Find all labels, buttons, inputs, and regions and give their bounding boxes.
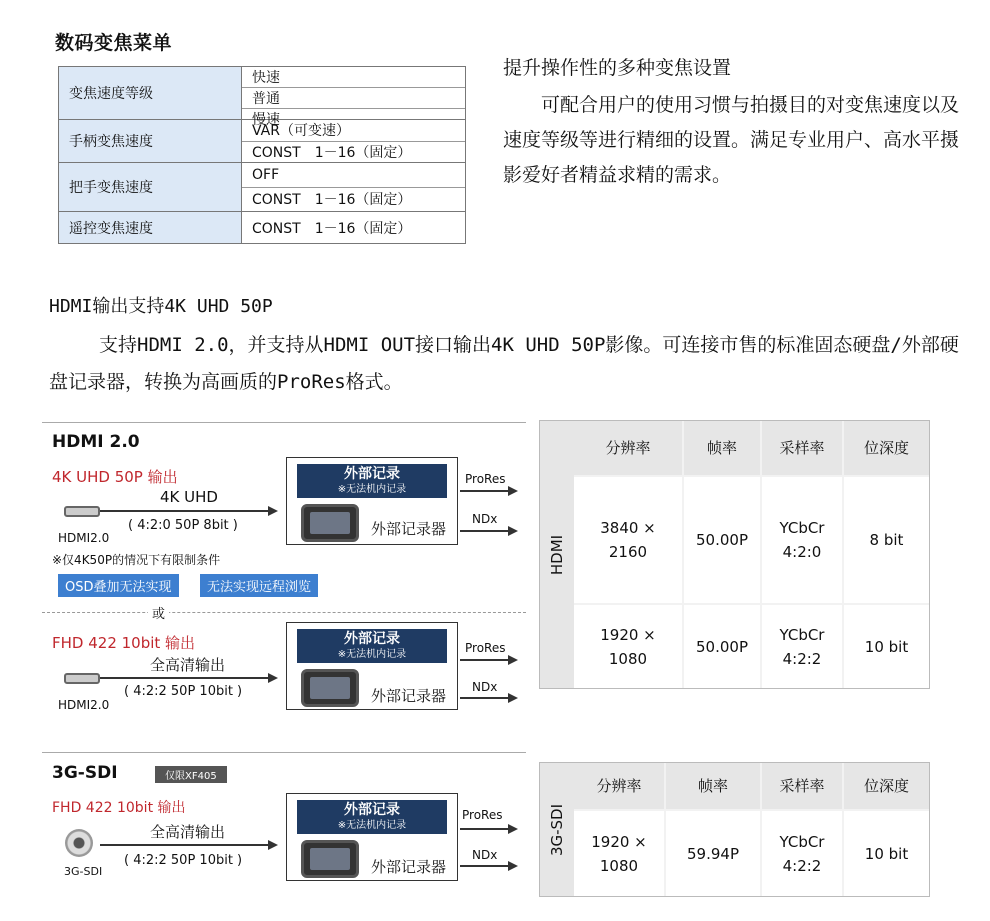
recorder-title: 外部记录 bbox=[344, 802, 400, 818]
side-label-cell bbox=[540, 421, 574, 688]
menu-value: OFF bbox=[242, 163, 465, 188]
arrow-head-icon bbox=[508, 655, 518, 665]
header-cell: 位深度 bbox=[844, 763, 929, 809]
format-label: ( 4:2:2 50P 10bit ) bbox=[124, 853, 243, 868]
header-cell: 采样率 bbox=[762, 763, 842, 809]
port-label: 3G-SDI bbox=[64, 865, 103, 878]
table-row bbox=[59, 120, 465, 163]
port-label: HDMI2.0 bbox=[58, 531, 110, 545]
signal-arrow-line bbox=[100, 844, 270, 846]
or-divider bbox=[42, 612, 526, 613]
menu-key: 把手变焦速度 bbox=[59, 163, 242, 211]
table-cell: 59.94P bbox=[666, 811, 760, 896]
output-label: 4K UHD 50P 输出 bbox=[52, 468, 178, 486]
table-cell: 10 bit bbox=[844, 605, 929, 688]
feature-title: 提升操作性的多种变焦设置 bbox=[503, 57, 732, 79]
recorder-sub: ※无法机内记录 bbox=[337, 649, 407, 660]
output-label: FHD 422 10bit 输出 bbox=[52, 634, 196, 652]
table-cell: 3840 × 2160 bbox=[574, 477, 682, 603]
prores-label: ProRes bbox=[465, 472, 506, 486]
side-label-cell bbox=[540, 763, 574, 896]
recorder-device-icon bbox=[301, 504, 359, 542]
xf405-tag: 仅限XF405 bbox=[155, 766, 227, 783]
recorder-device-icon bbox=[301, 669, 359, 707]
ndx-arrow-line bbox=[460, 865, 510, 867]
menu-value: VAR（可变速） bbox=[242, 120, 465, 142]
osd-badge: OSD叠加无法实现 bbox=[58, 574, 179, 597]
table-cell: YCbCr 4:2:2 bbox=[762, 605, 842, 688]
header-cell: 分辨率 bbox=[574, 421, 682, 475]
recorder-label: 外部记录器 bbox=[371, 687, 447, 705]
menu-title: 数码变焦菜单 bbox=[55, 32, 173, 54]
prores-label: ProRes bbox=[465, 641, 506, 655]
prores-arrow-line bbox=[460, 490, 510, 492]
header-cell: 采样率 bbox=[762, 421, 842, 475]
table-row bbox=[59, 212, 465, 243]
ndx-arrow-line bbox=[460, 697, 510, 699]
side-label: HDMI bbox=[548, 534, 567, 575]
table-cell: YCbCr 4:2:0 bbox=[762, 477, 842, 603]
header-cell: 分辨率 bbox=[574, 763, 664, 809]
table-cell: 1920 × 1080 bbox=[574, 811, 664, 896]
header-cell: 位深度 bbox=[844, 421, 929, 475]
format-label: ( 4:2:2 50P 10bit ) bbox=[124, 684, 243, 699]
recorder-title: 外部记录 bbox=[344, 631, 400, 647]
recorder-title: 外部记录 bbox=[344, 466, 400, 482]
side-label: 3G-SDI bbox=[548, 803, 567, 856]
prores-arrow-line bbox=[460, 659, 510, 661]
signal-label: 全高清输出 bbox=[150, 656, 226, 674]
external-recorder-box bbox=[286, 793, 458, 881]
divider bbox=[42, 752, 526, 753]
hdmi-port-icon bbox=[64, 506, 100, 517]
hdmi-spec-table bbox=[539, 420, 930, 689]
divider bbox=[42, 422, 526, 423]
ndx-label: NDx bbox=[472, 848, 498, 862]
recorder-sub: ※无法机内记录 bbox=[337, 820, 407, 831]
recorder-label: 外部记录器 bbox=[371, 520, 447, 538]
header-cell: 帧率 bbox=[666, 763, 760, 809]
ndx-label: NDx bbox=[472, 512, 498, 526]
table-cell: 50.00P bbox=[684, 605, 760, 688]
arrow-head-icon bbox=[508, 824, 518, 834]
note-text: ※仅4K50P的情况下有限制条件 bbox=[52, 553, 221, 567]
arrow-head-icon bbox=[268, 673, 278, 683]
table-row bbox=[59, 67, 465, 128]
zoom-menu-table bbox=[58, 66, 466, 244]
menu-key: 手柄变焦速度 bbox=[59, 120, 242, 162]
hdmi-title: HDMI 2.0 bbox=[52, 432, 140, 452]
hdmi-section-body: 支持HDMI 2.0，并支持从HDMI OUT接口输出4K UHD 50P影像。可连接市售的标准固态硬盘/外部硬盘记录器，转换为高画质的ProRes格式。 bbox=[49, 334, 959, 393]
prores-arrow-line bbox=[460, 828, 510, 830]
feature-body: 可配合用户的使用习惯与拍摄目的对变焦速度以及速度等级等进行精细的设置。满足专业用户、高水平摄影爱好者精益求精的需求。 bbox=[503, 94, 960, 186]
menu-value: 普通 bbox=[242, 88, 465, 109]
port-label: HDMI2.0 bbox=[58, 698, 110, 712]
signal-label: 4K UHD bbox=[160, 488, 218, 506]
menu-key: 变焦速度等级 bbox=[59, 67, 242, 119]
signal-arrow-line bbox=[96, 677, 270, 679]
external-record-header bbox=[297, 800, 447, 834]
arrow-head-icon bbox=[508, 526, 518, 536]
external-recorder-box bbox=[286, 622, 458, 710]
recorder-label: 外部记录器 bbox=[371, 858, 447, 876]
hdmi-port-icon bbox=[64, 673, 100, 684]
external-record-header bbox=[297, 464, 447, 498]
hdmi-section-title: HDMI输出支持4K UHD 50P bbox=[49, 296, 273, 317]
output-label: FHD 422 10bit 输出 bbox=[52, 800, 186, 816]
table-cell: 8 bit bbox=[844, 477, 929, 603]
external-record-header bbox=[297, 629, 447, 663]
prores-label: ProRes bbox=[462, 808, 503, 822]
menu-value: CONST 1－16（固定） bbox=[252, 220, 412, 237]
menu-key: 遥控变焦速度 bbox=[59, 212, 242, 243]
recorder-sub: ※无法机内记录 bbox=[337, 484, 407, 495]
table-cell: 1920 × 1080 bbox=[574, 605, 682, 688]
table-row bbox=[59, 163, 465, 212]
ndx-arrow-line bbox=[460, 530, 510, 532]
arrow-head-icon bbox=[508, 693, 518, 703]
menu-value: 慢速 bbox=[252, 112, 280, 128]
recorder-device-icon bbox=[301, 840, 359, 878]
sdi-title: 3G-SDI bbox=[52, 763, 118, 783]
ndx-label: NDx bbox=[472, 680, 498, 694]
arrow-head-icon bbox=[268, 506, 278, 516]
remote-badge: 无法实现远程浏览 bbox=[200, 574, 318, 597]
signal-label: 全高清输出 bbox=[150, 823, 226, 841]
sdi-spec-table bbox=[539, 762, 930, 897]
or-label: 或 bbox=[148, 603, 169, 622]
header-cell: 帧率 bbox=[684, 421, 760, 475]
menu-value: CONST 1－16（固定） bbox=[252, 144, 412, 161]
table-cell: 50.00P bbox=[684, 477, 760, 603]
menu-value: CONST 1－16（固定） bbox=[252, 192, 412, 209]
table-cell: YCbCr 4:2:2 bbox=[762, 811, 842, 896]
arrow-head-icon bbox=[508, 486, 518, 496]
arrow-head-icon bbox=[268, 840, 278, 850]
sdi-connector-icon bbox=[65, 829, 93, 857]
menu-value: 快速 bbox=[242, 67, 465, 88]
signal-arrow-line bbox=[96, 510, 270, 512]
table-cell: 10 bit bbox=[844, 811, 929, 896]
format-label: ( 4:2:0 50P 8bit ) bbox=[128, 518, 238, 533]
external-recorder-box bbox=[286, 457, 458, 545]
arrow-head-icon bbox=[508, 861, 518, 871]
